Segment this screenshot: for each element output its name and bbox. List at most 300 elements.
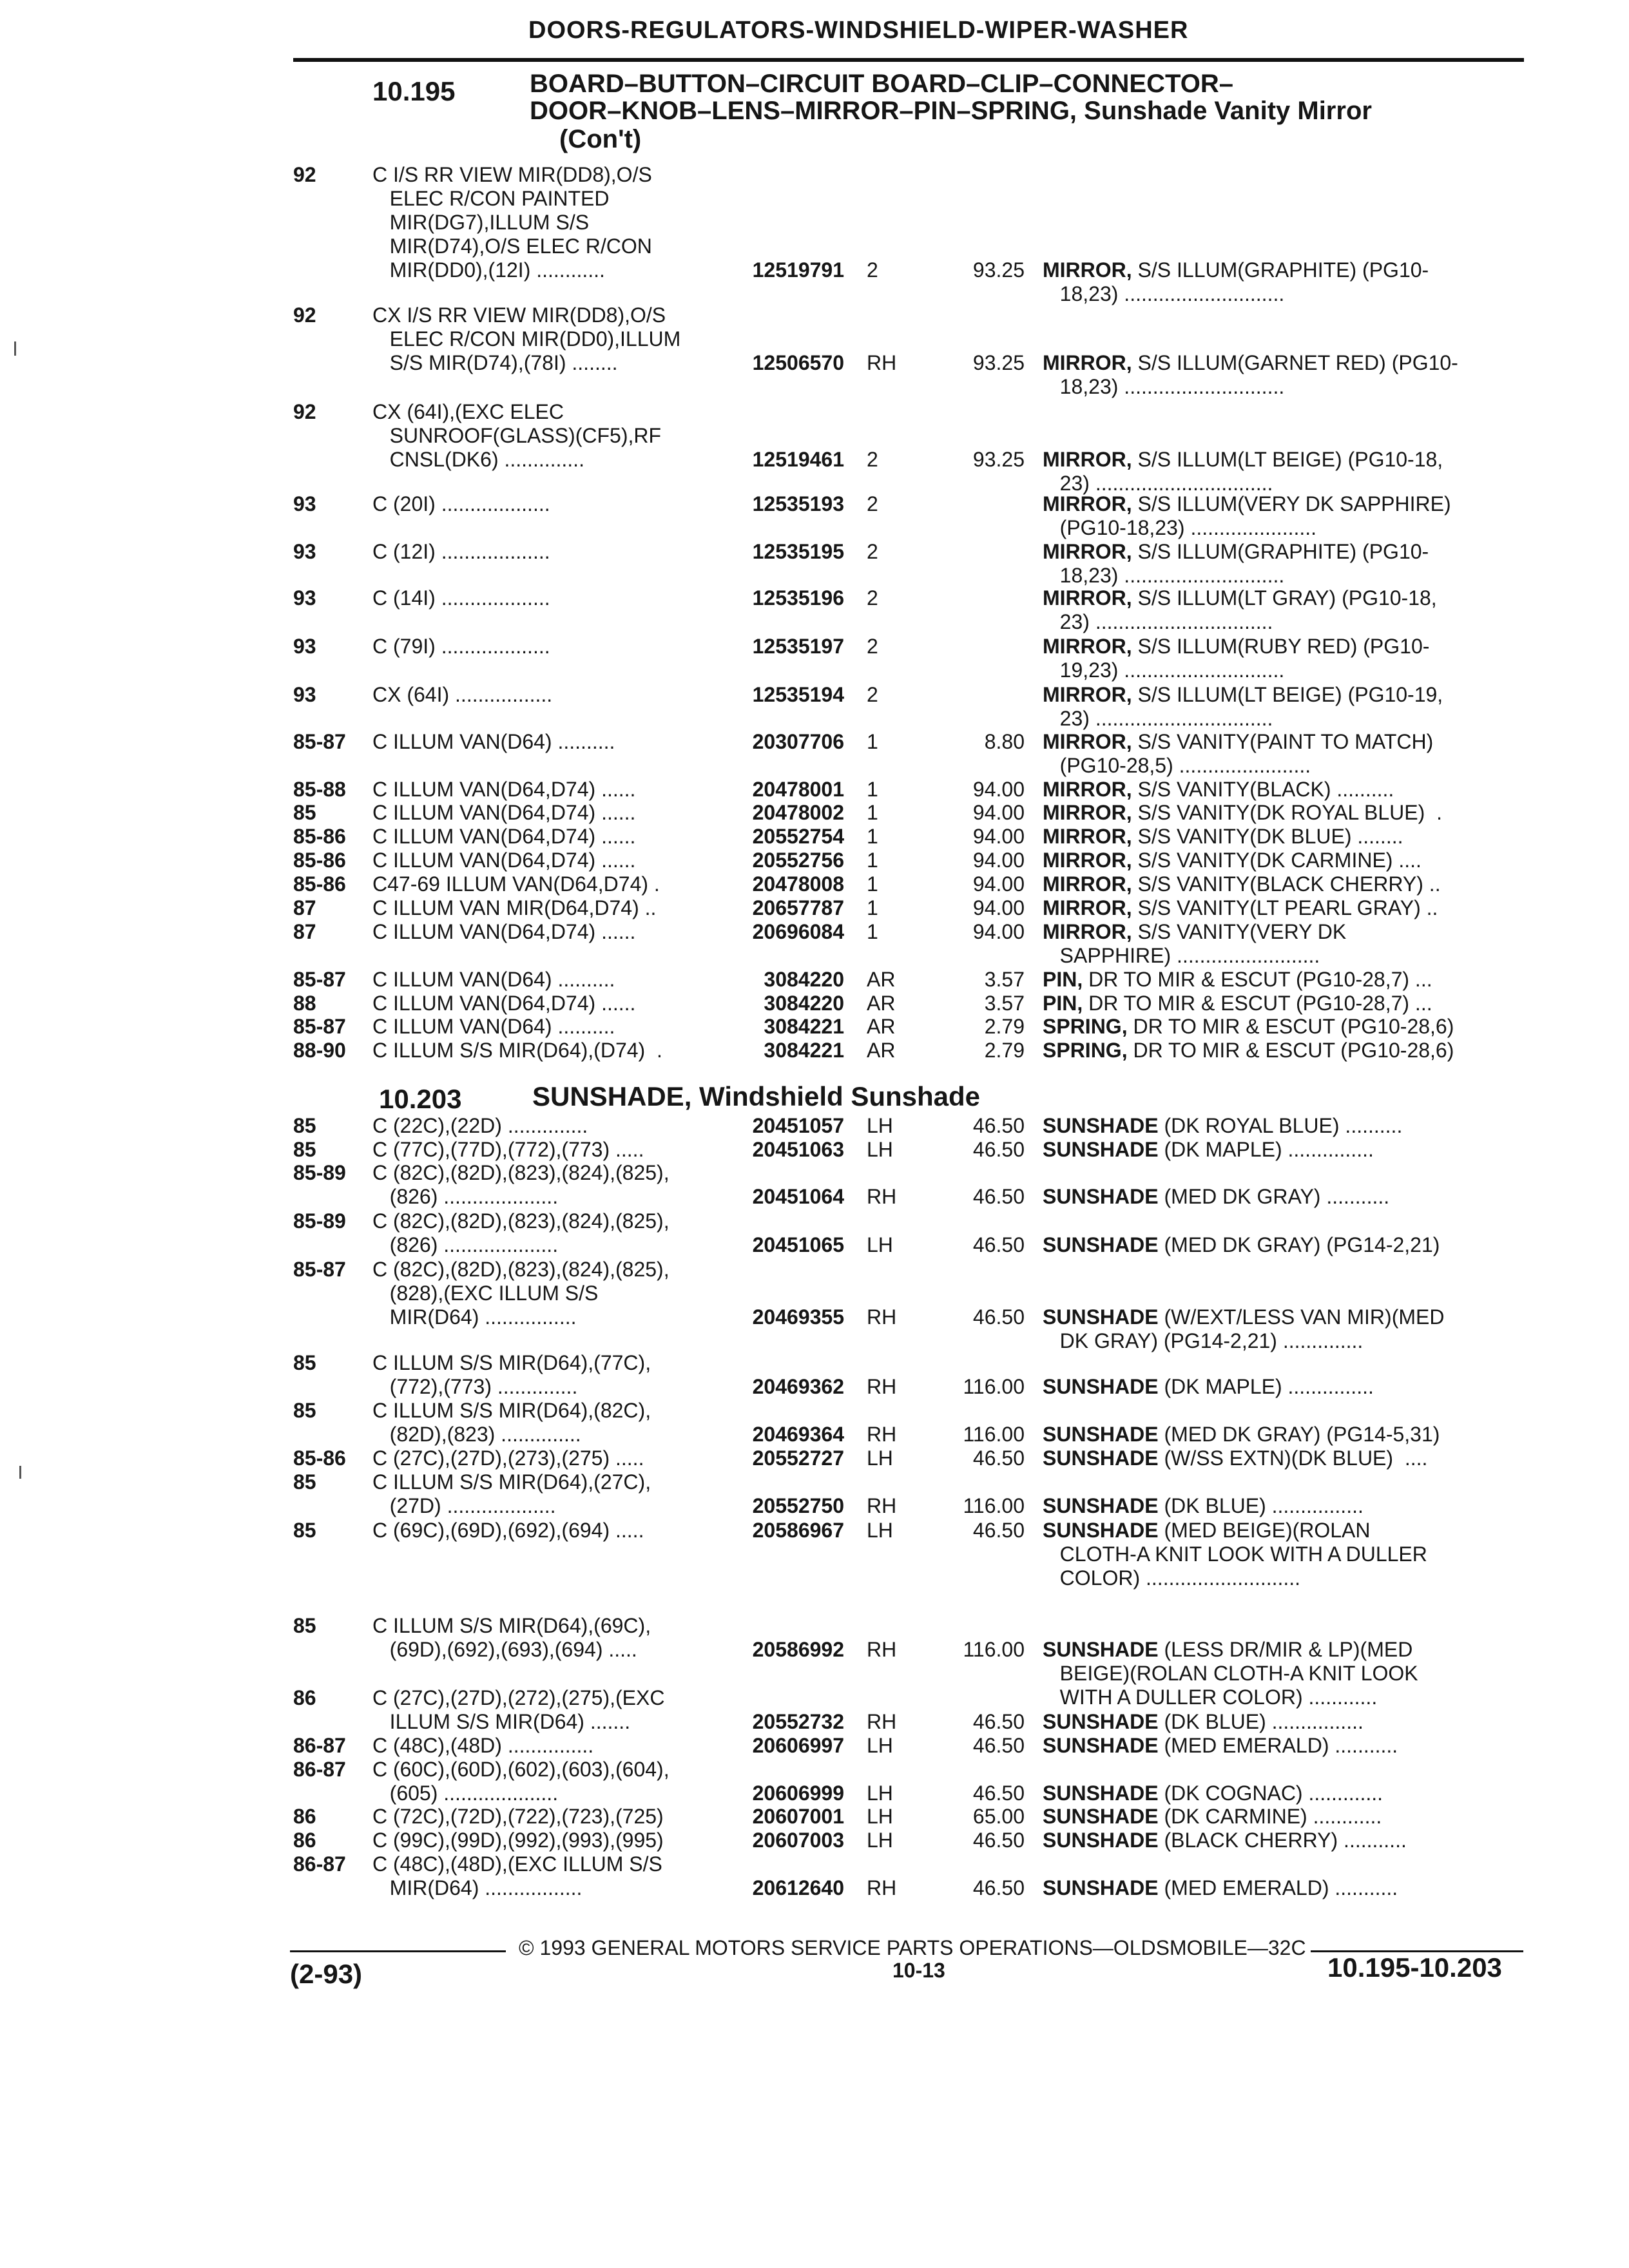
usage-text: C ILLUM S/S MIR(D64),(69C), (69D),(692),(693),(694) ..... (372, 1614, 651, 1661)
part-number: 20552756 (752, 849, 844, 872)
part-description (1043, 351, 1532, 399)
usage-text: C (12I) ................... (372, 540, 550, 563)
part-name: SUNSHADE (1043, 1519, 1159, 1542)
part-detail: (W/EXT/LESS VAN MIR)(MED DK GRAY) (PG14-2,21) .............. (1059, 1305, 1445, 1352)
price: 46.50 (972, 1734, 1025, 1757)
part-number: 20469364 (752, 1423, 844, 1446)
usage-text: C ILLUM S/S MIR(D64),(77C), (772),(773) .............. (372, 1351, 651, 1398)
model-year: 85 (293, 1614, 316, 1637)
quantity: RH (867, 1375, 897, 1398)
part-detail: S/S ILLUM(LT BEIGE) (PG10-19, 23) ............................... (1059, 683, 1443, 730)
model-year: 85 (293, 1470, 316, 1494)
part-detail: S/S ILLUM(LT BEIGE) (PG10-18, 23) ............................... (1059, 448, 1443, 495)
price: 65.00 (972, 1805, 1025, 1828)
footer-date: (2-93) (290, 1959, 363, 1989)
part-number: 12519791 (752, 258, 844, 282)
part-detail: S/S ILLUM(VERY DK SAPPHIRE) (PG10-18,23) ...................... (1059, 492, 1451, 539)
quantity: LH (867, 1805, 893, 1828)
part-description (1043, 635, 1532, 682)
quantity: 1 (867, 801, 878, 824)
part-description (1043, 683, 1532, 731)
part-detail: DR TO MIR & ESCUT (PG10-28,6) (1127, 1015, 1454, 1038)
model-year: 85 (293, 1399, 316, 1422)
part-description (1043, 1233, 1532, 1257)
model-year: 93 (293, 540, 316, 563)
price: 93.25 (972, 448, 1025, 471)
quantity: RH (867, 1638, 897, 1661)
part-name: SUNSHADE (1043, 1305, 1159, 1329)
part-detail: (MED BEIGE)(ROLAN CLOTH-A KNIT LOOK WITH A DULLER COLOR) ........................... (1059, 1519, 1427, 1590)
price: 116.00 (963, 1494, 1025, 1517)
part-detail: S/S VANITY(DK BLUE) ........ (1132, 825, 1403, 848)
usage-text: C (82C),(82D),(823),(824),(825), (826) .................... (372, 1161, 670, 1208)
part-description (1043, 849, 1532, 872)
part-number: 20612640 (752, 1876, 844, 1899)
quantity: LH (867, 1734, 893, 1757)
price: 46.50 (972, 1519, 1025, 1542)
footer-copyright: © 1993 GENERAL MOTORS SERVICE PARTS OPERATIONS—OLDSMOBILE—32C (519, 1936, 1306, 1959)
part-name: SUNSHADE (1043, 1114, 1159, 1137)
model-year: 85-87 (293, 730, 346, 753)
usage-text: C (22C),(22D) .............. (372, 1114, 588, 1137)
part-description (1043, 1519, 1532, 1590)
part-description (1043, 258, 1532, 306)
quantity: LH (867, 1829, 893, 1852)
part-name: SUNSHADE (1043, 1782, 1159, 1805)
footer-page-number: 10-13 (892, 1959, 945, 1982)
price: 46.50 (972, 1782, 1025, 1805)
usage-text: C ILLUM VAN(D64,D74) ...... (372, 801, 636, 824)
quantity: RH (867, 351, 897, 374)
part-detail: (MED EMERALD) ........... (1158, 1876, 1398, 1899)
quantity: AR (867, 1015, 896, 1038)
part-name: SUNSHADE (1043, 1829, 1159, 1852)
quantity: LH (867, 1782, 893, 1805)
model-year: 92 (293, 163, 316, 186)
part-name: MIRROR, (1043, 258, 1132, 282)
part-detail: S/S VANITY(BLACK) .......... (1132, 778, 1394, 801)
part-detail: (DK CARMINE) ............ (1158, 1805, 1382, 1828)
part-name: MIRROR, (1043, 896, 1132, 919)
part-name: SUNSHADE (1043, 1138, 1159, 1161)
quantity: RH (867, 1185, 897, 1208)
model-year: 85-88 (293, 778, 346, 801)
part-number: 20552754 (752, 825, 844, 848)
price: 46.50 (972, 1114, 1025, 1137)
part-description (1043, 801, 1532, 825)
price: 3.57 (984, 968, 1025, 991)
section-title-2-keyword: SUNSHADE, (532, 1081, 692, 1111)
quantity: RH (867, 1876, 897, 1899)
model-year: 86-87 (293, 1852, 346, 1876)
usage-text: C ILLUM VAN(D64) .......... (372, 730, 615, 753)
usage-text: CX I/S RR VIEW MIR(DD8),O/S ELEC R/CON MIR(DD0),ILLUM S/S MIR(D74),(78I) ........ (372, 303, 681, 374)
part-number: 12535197 (752, 635, 844, 658)
price: 93.25 (972, 351, 1025, 374)
part-description (1043, 586, 1532, 634)
quantity: RH (867, 1305, 897, 1329)
price: 116.00 (963, 1638, 1025, 1661)
usage-text: C (20I) ................... (372, 492, 550, 515)
quantity: RH (867, 1494, 897, 1517)
part-name: SUNSHADE (1043, 1494, 1159, 1517)
price: 94.00 (972, 825, 1025, 848)
usage-text: C ILLUM VAN(D64) .......... (372, 968, 615, 991)
price: 93.25 (972, 258, 1025, 282)
footer-rule-left (290, 1950, 506, 1952)
part-detail: DR TO MIR & ESCUT (PG10-28,6) (1127, 1039, 1454, 1062)
model-year: 85-86 (293, 825, 346, 848)
usage-text: C (99C),(99D),(992),(993),(995) (372, 1829, 664, 1852)
part-detail: S/S VANITY(DK ROYAL BLUE) . (1132, 801, 1442, 824)
part-number: 12535193 (752, 492, 844, 515)
model-year: 85 (293, 1351, 316, 1374)
part-number: 12506570 (752, 351, 844, 374)
model-year: 92 (293, 303, 316, 327)
model-year: 93 (293, 683, 316, 706)
usage-text: C ILLUM VAN(D64,D74) ...... (372, 849, 636, 872)
part-detail: (LESS DR/MIR & LP)(MED BEIGE)(ROLAN CLOTH-A KNIT LOOK WITH A DULLER COLOR) ............ (1059, 1638, 1418, 1709)
price: 94.00 (972, 872, 1025, 896)
quantity: 2 (867, 635, 878, 658)
part-detail: (DK COGNAC) ............. (1158, 1782, 1383, 1805)
quantity: LH (867, 1138, 893, 1161)
part-number: 20606999 (752, 1782, 844, 1805)
part-number: 3084220 (764, 968, 844, 991)
part-description (1043, 1805, 1532, 1829)
part-name: MIRROR, (1043, 492, 1132, 515)
quantity: 1 (867, 896, 878, 919)
part-name: SUNSHADE (1043, 1233, 1159, 1256)
part-number: 20478008 (752, 872, 844, 896)
price: 94.00 (972, 849, 1025, 872)
part-number: 20451057 (752, 1114, 844, 1137)
part-name: MIRROR, (1043, 448, 1132, 471)
price: 8.80 (984, 730, 1025, 753)
model-year: 93 (293, 635, 316, 658)
part-name: MIRROR, (1043, 635, 1132, 658)
part-description (1043, 540, 1532, 588)
price: 46.50 (972, 1185, 1025, 1208)
header-rule (293, 58, 1524, 62)
part-name: PIN, (1043, 992, 1083, 1015)
quantity: 1 (867, 730, 878, 753)
part-description (1043, 825, 1532, 849)
part-detail: (W/SS EXTN)(DK BLUE) .... (1158, 1446, 1428, 1470)
part-detail: S/S VANITY(PAINT TO MATCH) (PG10-28,5) ....................... (1059, 730, 1434, 777)
quantity: AR (867, 968, 896, 991)
model-year: 86 (293, 1805, 316, 1828)
part-name: MIRROR, (1043, 540, 1132, 563)
usage-text: C ILLUM VAN(D64,D74) ...... (372, 778, 636, 801)
price: 94.00 (972, 778, 1025, 801)
part-description (1043, 1494, 1532, 1518)
scan-mark (14, 341, 16, 356)
part-number: 20606997 (752, 1734, 844, 1757)
part-number: 12535194 (752, 683, 844, 706)
part-name: SUNSHADE (1043, 1638, 1159, 1661)
quantity: RH (867, 1710, 897, 1733)
model-year: 86 (293, 1686, 316, 1709)
quantity: 1 (867, 920, 878, 943)
part-name: MIRROR, (1043, 683, 1132, 706)
usage-text: C ILLUM VAN MIR(D64,D74) .. (372, 896, 657, 919)
price: 46.50 (972, 1710, 1025, 1733)
model-year: 85-86 (293, 872, 346, 896)
section-title-continued: (Con't) (559, 125, 642, 153)
price: 2.79 (984, 1039, 1025, 1062)
part-number: 20552727 (752, 1446, 844, 1470)
part-detail: (DK BLUE) ................ (1158, 1710, 1364, 1733)
usage-text: C ILLUM VAN(D64,D74) ...... (372, 920, 636, 943)
part-description (1043, 992, 1532, 1015)
part-number: 3084221 (764, 1039, 844, 1062)
quantity: 2 (867, 448, 878, 471)
part-description (1043, 1185, 1532, 1209)
usage-text: C (60C),(60D),(602),(603),(604), (605) .................... (372, 1758, 670, 1805)
model-year: 86 (293, 1829, 316, 1852)
part-number: 20586967 (752, 1519, 844, 1542)
model-year: 85-87 (293, 1015, 346, 1038)
part-description (1043, 1138, 1532, 1162)
part-description (1043, 1829, 1532, 1852)
model-year: 93 (293, 492, 316, 515)
usage-text: C (14I) ................... (372, 586, 550, 610)
quantity: LH (867, 1446, 893, 1470)
part-detail: (BLACK CHERRY) ........... (1158, 1829, 1407, 1852)
price: 116.00 (963, 1423, 1025, 1446)
section-title-2 (532, 1082, 980, 1111)
part-name: MIRROR, (1043, 849, 1132, 872)
part-description (1043, 448, 1532, 495)
model-year: 85-89 (293, 1161, 346, 1184)
part-detail: DR TO MIR & ESCUT (PG10-28,7) ... (1083, 992, 1432, 1015)
usage-text: C ILLUM VAN(D64,D74) ...... (372, 825, 636, 848)
model-year: 88 (293, 992, 316, 1015)
part-name: SUNSHADE (1043, 1710, 1159, 1733)
part-description (1043, 1039, 1532, 1062)
part-description (1043, 1375, 1532, 1399)
price: 46.50 (972, 1233, 1025, 1256)
part-description (1043, 1015, 1532, 1039)
section-title-line2 (530, 97, 1372, 125)
part-number: 20607003 (752, 1829, 844, 1852)
part-number: 12519461 (752, 448, 844, 471)
part-number: 20478002 (752, 801, 844, 824)
model-year: 87 (293, 896, 316, 919)
part-name: SUNSHADE (1043, 1446, 1159, 1470)
part-detail: S/S ILLUM(GRAPHITE) (PG10- 18,23) ............................ (1059, 540, 1429, 587)
usage-text: CX (64I) ................. (372, 683, 553, 706)
model-year: 85 (293, 1138, 316, 1161)
section-title-line1: BOARD–BUTTON–CIRCUIT BOARD–CLIP–CONNECTOR– (530, 70, 1233, 98)
part-name: SUNSHADE (1043, 1734, 1159, 1757)
model-year: 86-87 (293, 1734, 346, 1757)
model-year: 85 (293, 801, 316, 824)
quantity: 1 (867, 825, 878, 848)
usage-text: C (27C),(27D),(272),(275),(EXC ILLUM S/S MIR(D64) ....... (372, 1686, 665, 1733)
usage-text: C (82C),(82D),(823),(824),(825), (828),(EXC ILLUM S/S MIR(D64) ................ (372, 1258, 670, 1329)
usage-text: C (82C),(82D),(823),(824),(825), (826) .................... (372, 1209, 670, 1256)
part-detail: S/S ILLUM(LT GRAY) (PG10-18, 23) ............................... (1059, 586, 1437, 633)
page-header: DOORS-REGULATORS-WINDSHIELD-WIPER-WASHER (528, 17, 1189, 44)
part-description (1043, 1782, 1532, 1805)
usage-text: C (77C),(77D),(772),(773) ..... (372, 1138, 644, 1161)
usage-text: C I/S RR VIEW MIR(DD8),O/S ELEC R/CON PAINTED MIR(DG7),ILLUM S/S MIR(D74),O/S ELEC R/CON MIR(DD0),(12I) ............ (372, 163, 652, 282)
part-detail: (DK BLUE) ................ (1158, 1494, 1364, 1517)
part-description (1043, 1710, 1532, 1734)
part-detail: S/S ILLUM(RUBY RED) (PG10- 19,23) ............................ (1059, 635, 1430, 682)
part-name: SPRING, (1043, 1039, 1128, 1062)
usage-text: C (27C),(27D),(273),(275) ..... (372, 1446, 644, 1470)
part-number: 3084221 (764, 1015, 844, 1038)
part-detail: (DK ROYAL BLUE) .......... (1158, 1114, 1403, 1137)
price: 94.00 (972, 920, 1025, 943)
quantity: 1 (867, 778, 878, 801)
section-number: 10.195 (372, 76, 456, 106)
part-number: 20451064 (752, 1185, 844, 1208)
scan-mark (19, 1466, 21, 1479)
part-name: MIRROR, (1043, 778, 1132, 801)
part-number: 20469355 (752, 1305, 844, 1329)
usage-text: C ILLUM VAN(D64) .......... (372, 1015, 615, 1038)
quantity: LH (867, 1233, 893, 1256)
model-year: 88-90 (293, 1039, 346, 1062)
part-name: SUNSHADE (1043, 1375, 1159, 1398)
usage-text: C (79I) ................... (372, 635, 550, 658)
part-number: 20478001 (752, 778, 844, 801)
price: 46.50 (972, 1876, 1025, 1899)
part-name: PIN, (1043, 968, 1083, 991)
usage-text: C47-69 ILLUM VAN(D64,D74) . (372, 872, 660, 896)
part-description (1043, 1734, 1532, 1758)
part-detail: (MED DK GRAY) (PG14-5,31) (1158, 1423, 1440, 1446)
part-name: MIRROR, (1043, 920, 1132, 943)
price: 116.00 (963, 1375, 1025, 1398)
part-name: MIRROR, (1043, 351, 1132, 374)
part-description (1043, 1638, 1532, 1709)
section-title-subtitle: Sunshade Vanity Mirror (1077, 97, 1372, 125)
part-name: SUNSHADE (1043, 1423, 1159, 1446)
part-number: 20552750 (752, 1494, 844, 1517)
quantity: RH (867, 1423, 897, 1446)
quantity: 2 (867, 492, 878, 515)
part-name: MIRROR, (1043, 872, 1132, 896)
quantity: LH (867, 1114, 893, 1137)
part-number: 20552732 (752, 1710, 844, 1733)
model-year: 85-87 (293, 968, 346, 991)
part-name: MIRROR, (1043, 825, 1132, 848)
model-year: 85 (293, 1519, 316, 1542)
usage-text: C ILLUM S/S MIR(D64),(27C), (27D) ................... (372, 1470, 651, 1517)
part-number: 20307706 (752, 730, 844, 753)
part-description (1043, 1876, 1532, 1900)
part-detail: (MED DK GRAY) ........... (1158, 1185, 1390, 1208)
part-description (1043, 1423, 1532, 1446)
usage-text: C (48C),(48D),(EXC ILLUM S/S MIR(D64) ................. (372, 1852, 662, 1899)
part-description (1043, 492, 1532, 540)
part-name: SUNSHADE (1043, 1876, 1159, 1899)
part-description (1043, 778, 1532, 802)
section-number-2: 10.203 (379, 1084, 462, 1114)
price: 46.50 (972, 1138, 1025, 1161)
usage-text: C (48C),(48D) ............... (372, 1734, 594, 1757)
part-name: SUNSHADE (1043, 1185, 1159, 1208)
usage-text: C (69C),(69D),(692),(694) ..... (372, 1519, 644, 1542)
part-number: 20451065 (752, 1233, 844, 1256)
price: 2.79 (984, 1015, 1025, 1038)
part-detail: S/S VANITY(VERY DK SAPPHIRE) ......................... (1059, 920, 1347, 967)
usage-text: C ILLUM S/S MIR(D64),(D74) . (372, 1039, 662, 1062)
part-description (1043, 1446, 1532, 1470)
part-description (1043, 730, 1532, 778)
model-year: 85-86 (293, 1446, 346, 1470)
part-detail: S/S VANITY(LT PEARL GRAY) .. (1132, 896, 1438, 919)
price: 94.00 (972, 801, 1025, 824)
model-year: 85-86 (293, 849, 346, 872)
part-description (1043, 1305, 1532, 1353)
footer-section-range: 10.195-10.203 (1327, 1952, 1502, 1983)
part-number: 20586992 (752, 1638, 844, 1661)
part-number: 20657787 (752, 896, 844, 919)
quantity: 1 (867, 849, 878, 872)
usage-text: C (72C),(72D),(722),(723),(725) (372, 1805, 664, 1828)
quantity: 2 (867, 258, 878, 282)
model-year: 85 (293, 1114, 316, 1137)
quantity: AR (867, 992, 896, 1015)
quantity: 2 (867, 683, 878, 706)
quantity: 2 (867, 540, 878, 563)
part-number: 20607001 (752, 1805, 844, 1828)
quantity: 2 (867, 586, 878, 610)
part-number: 20696084 (752, 920, 844, 943)
part-description (1043, 896, 1532, 920)
part-number: 12535195 (752, 540, 844, 563)
section-title-keywords: DOOR–KNOB–LENS–MIRROR–PIN–SPRING, (530, 97, 1077, 125)
quantity: LH (867, 1519, 893, 1542)
price: 94.00 (972, 896, 1025, 919)
part-name: MIRROR, (1043, 586, 1132, 610)
part-detail: (MED EMERALD) ........... (1158, 1734, 1398, 1757)
model-year: 85-87 (293, 1258, 346, 1281)
part-detail: S/S ILLUM(GARNET RED) (PG10- 18,23) ............................ (1059, 351, 1458, 398)
section-title-2-subtitle: Windshield Sunshade (691, 1081, 981, 1111)
usage-text: CX (64I),(EXC ELEC SUNROOF(GLASS)(CF5),RF CNSL(DK6) .............. (372, 400, 662, 471)
part-name: MIRROR, (1043, 801, 1132, 824)
part-detail: S/S VANITY(BLACK CHERRY) .. (1132, 872, 1441, 896)
part-detail: (DK MAPLE) ............... (1158, 1375, 1374, 1398)
part-number: 12535196 (752, 586, 844, 610)
price: 46.50 (972, 1446, 1025, 1470)
part-description (1043, 920, 1532, 968)
part-number: 3084220 (764, 992, 844, 1015)
model-year: 92 (293, 400, 316, 423)
part-name: SUNSHADE (1043, 1805, 1159, 1828)
part-description (1043, 1114, 1532, 1138)
quantity: 1 (867, 872, 878, 896)
part-detail: S/S VANITY(DK CARMINE) .... (1132, 849, 1422, 872)
model-year: 85-89 (293, 1209, 346, 1233)
part-name: SPRING, (1043, 1015, 1128, 1038)
part-detail: S/S ILLUM(GRAPHITE) (PG10- 18,23) ............................ (1059, 258, 1429, 305)
usage-text: C ILLUM VAN(D64,D74) ...... (372, 992, 636, 1015)
part-description (1043, 872, 1532, 896)
price: 46.50 (972, 1305, 1025, 1329)
price: 3.57 (984, 992, 1025, 1015)
part-description (1043, 968, 1532, 992)
usage-text: C ILLUM S/S MIR(D64),(82C), (82D),(823) .............. (372, 1399, 651, 1446)
model-year: 86-87 (293, 1758, 346, 1781)
